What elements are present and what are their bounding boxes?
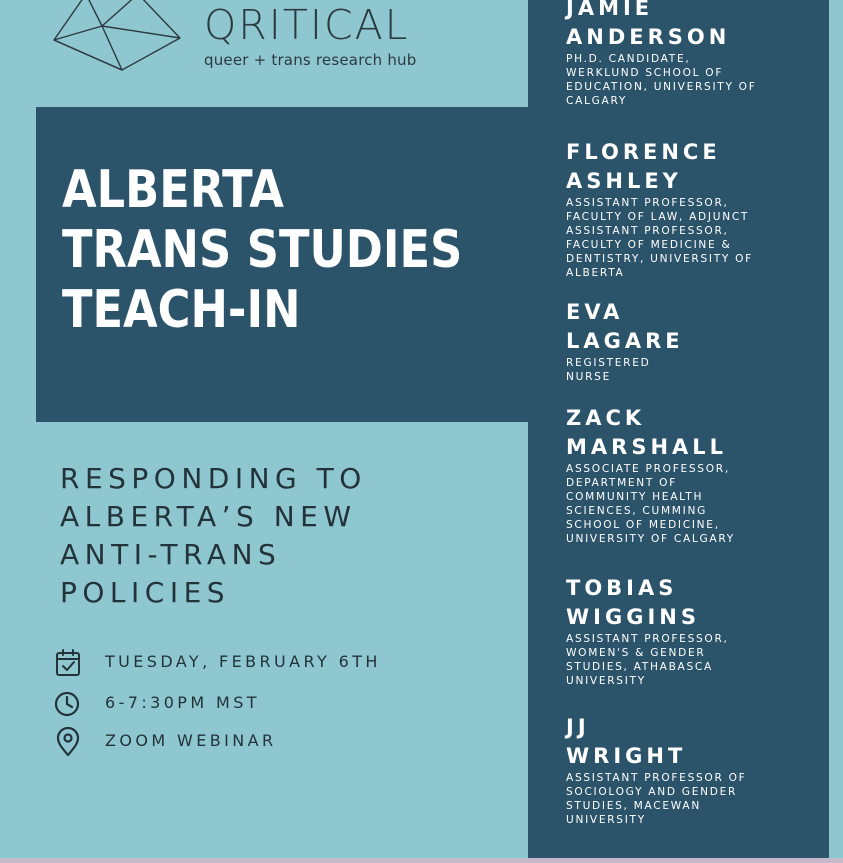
speaker-role: NURSE: [566, 371, 611, 383]
speaker-role: ALBERTA: [566, 267, 625, 279]
speaker-role: STUDIES, ATHABASCA: [566, 661, 713, 673]
clock-icon: [54, 689, 82, 719]
subtitle-line: RESPONDING TO: [60, 462, 367, 495]
speaker-name: WIGGINS: [566, 605, 700, 629]
speaker-name: JJ: [566, 715, 590, 739]
logo-name: QRITICAL: [204, 1, 410, 49]
speaker-role: REGISTERED: [566, 357, 651, 369]
title-line: TRANS STUDIES: [62, 220, 463, 280]
speaker-name: ASHLEY: [566, 169, 682, 193]
speaker-role: ASSISTANT PROFESSOR OF: [566, 772, 747, 784]
speaker-role: COMMUNITY HEALTH: [566, 491, 704, 503]
speaker-role: DENTISTRY, UNIVERSITY OF: [566, 253, 753, 265]
speaker-jamie-anderson: [566, 0, 826, 108]
bottom-strip: [0, 858, 843, 863]
speaker-role: ASSISTANT PROFESSOR,: [566, 225, 729, 237]
speaker-role: SCIENCES, CUMMING: [566, 505, 708, 517]
location-pin-icon: [54, 727, 82, 757]
event-location: ZOOM WEBINAR: [105, 731, 277, 750]
speaker-zack-marshall: [566, 404, 826, 546]
title-panel: [36, 107, 528, 422]
speaker-jj-wright: [566, 713, 826, 827]
speaker-role: WOMEN'S & GENDER: [566, 647, 706, 659]
subtitle-line: ALBERTA’S NEW: [60, 500, 357, 533]
speaker-name: LAGARE: [566, 329, 684, 353]
event-time-row: [54, 689, 474, 719]
speaker-role: CALGARY: [566, 95, 628, 107]
subtitle-line: POLICIES: [60, 576, 231, 609]
speaker-tobias-wiggins: [566, 574, 826, 688]
speaker-role: PH.D. CANDIDATE,: [566, 53, 691, 65]
speaker-name: MARSHALL: [566, 435, 728, 459]
event-location-row: [54, 727, 474, 757]
logo-tagline: queer + trans research hub: [204, 51, 417, 69]
event-date: TUESDAY, FEBRUARY 6TH: [105, 652, 381, 671]
subtitle: [60, 460, 520, 612]
speaker-florence-ashley: [566, 138, 826, 280]
speaker-role: WERKLUND SCHOOL OF: [566, 67, 724, 79]
speaker-name: EVA: [566, 300, 624, 324]
speaker-role: UNIVERSITY: [566, 814, 646, 826]
subtitle-line: ANTI-TRANS: [60, 538, 282, 571]
speaker-role: UNIVERSITY: [566, 675, 646, 687]
speaker-name: TOBIAS: [566, 576, 678, 600]
speaker-role: UNIVERSITY OF CALGARY: [566, 533, 735, 545]
event-time: 6-7:30PM MST: [105, 693, 260, 712]
speaker-role: FACULTY OF MEDICINE &: [566, 239, 732, 251]
speaker-role: SCHOOL OF MEDICINE,: [566, 519, 720, 531]
speaker-name: JAMIE: [566, 0, 654, 20]
speaker-role: FACULTY OF LAW, ADJUNCT: [566, 211, 750, 223]
qritical-logo: [52, 0, 432, 80]
speaker-role: ASSISTANT PROFESSOR,: [566, 633, 729, 645]
event-date-row: [54, 648, 474, 678]
calendar-check-icon: [54, 648, 82, 678]
speaker-role: ASSISTANT PROFESSOR,: [566, 197, 729, 209]
speaker-role: DEPARTMENT OF: [566, 477, 677, 489]
speaker-name: WRIGHT: [566, 744, 687, 768]
speaker-role: EDUCATION, UNIVERSITY OF: [566, 81, 757, 93]
speakers-panel: [528, 0, 829, 863]
speaker-name: ANDERSON: [566, 25, 731, 49]
speaker-role: SOCIOLOGY AND GENDER: [566, 786, 738, 798]
speaker-eva-lagare: [566, 298, 826, 384]
speaker-name: FLORENCE: [566, 140, 721, 164]
speaker-role: ASSOCIATE PROFESSOR,: [566, 463, 730, 475]
title-line: ALBERTA: [62, 160, 284, 220]
speaker-role: STUDIES, MACEWAN: [566, 800, 701, 812]
title-line: TEACH-IN: [62, 280, 301, 340]
speaker-name: ZACK: [566, 406, 646, 430]
geometric-gem-icon: [52, 0, 182, 75]
